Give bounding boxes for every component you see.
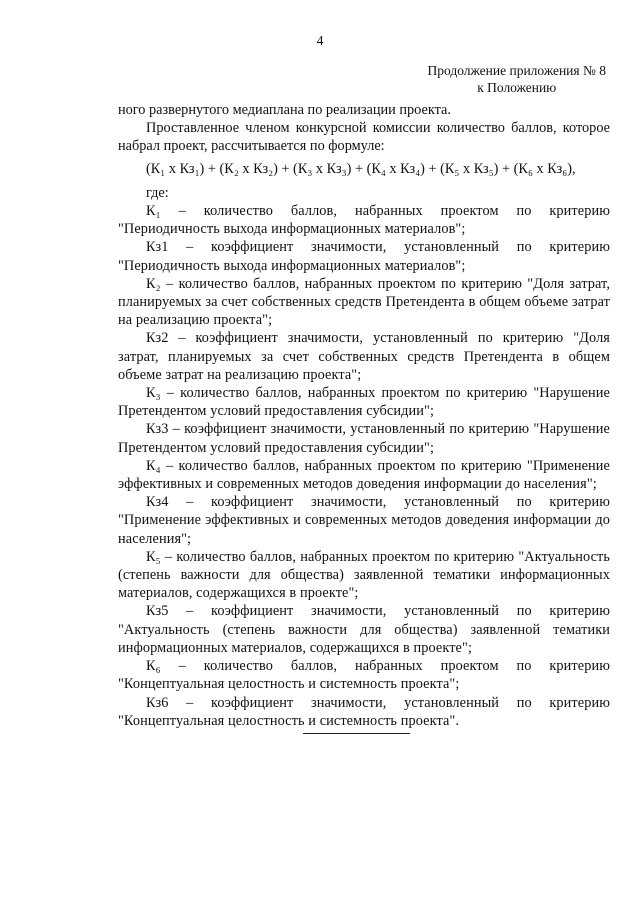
definition-k5: К₅ – количество баллов, набранных проектом по критерию "Актуальность (степень важности для общества) заявленной тематики информационных материалов, содержащихся в проекте";	[118, 548, 610, 602]
definition-k1: К₁ – количество баллов, набранных проектом по критерию "Периодичность выхода информационных материалов";	[118, 203, 610, 238]
document-body	[118, 101, 610, 730]
definition-kz1: Кз1 – коэффициент значимости, установленный по критерию "Периодичность выхода информационных материалов";	[118, 239, 610, 274]
definition-k6: К₆ – количество баллов, набранных проектом по критерию "Концептуальная целостность и системность проекта";	[118, 658, 610, 693]
intro-paragraph: Проставленное членом конкурсной комиссии количество баллов, которое набрал проект, рассчитывается по формуле:	[118, 120, 610, 155]
appendix-header-line1: Продолжение приложения № 8	[427, 63, 606, 78]
definition-k2: К₂ – количество баллов, набранных проектом по критерию "Доля затрат, планируемых за счет собственных средств Претендента в общем объеме затрат на реализацию проекта";	[118, 275, 610, 329]
definition-k3: К₃ – количество баллов, набранных проектом по критерию "Нарушение Претендентом условий предоставления субсидии";	[118, 385, 610, 420]
definition-kz3: Кз3 – коэффициент значимости, установленный по критерию "Нарушение Претендентом условий предоставления субсидии";	[118, 421, 610, 456]
continued-paragraph: ного развернутого медиаплана по реализации проекта.	[118, 102, 451, 118]
appendix-header-line2: к Положению	[477, 80, 557, 95]
formula: (К₁ х Кз₁) + (К₂ х Кз₂) + (К₃ х Кз₃) + (К₄ х Кз₄) + (К₅ х Кз₅) + (К₆ х Кз₆),	[146, 160, 576, 177]
end-divider-line	[303, 733, 410, 734]
definition-kz5: Кз5 – коэффициент значимости, установленный по критерию "Актуальность (степень важности для общества) заявленной тематики информационных материалов, содержащихся в проекте";	[118, 603, 610, 656]
definition-kz6: Кз6 – коэффициент значимости, установленный по критерию "Концептуальная целостность и системность проекта".	[118, 694, 610, 729]
definition-kz4: Кз4 – коэффициент значимости, установленный по критерию "Применение эффективных и современных методов доведения информации до населения";	[118, 494, 610, 547]
where-label: где:	[146, 184, 169, 201]
definition-k4: К₄ – количество баллов, набранных проектом по критерию "Применение эффективных и современных методов доведения информации до населения";	[118, 457, 610, 493]
appendix-header	[427, 62, 606, 96]
definition-kz2: Кз2 – коэффициент значимости, установленный по критерию "Доля затрат, планируемых за счет собственных средств Претендента в общем объеме затрат на реализацию проекта";	[118, 330, 610, 383]
page-number: 4	[316, 34, 324, 49]
